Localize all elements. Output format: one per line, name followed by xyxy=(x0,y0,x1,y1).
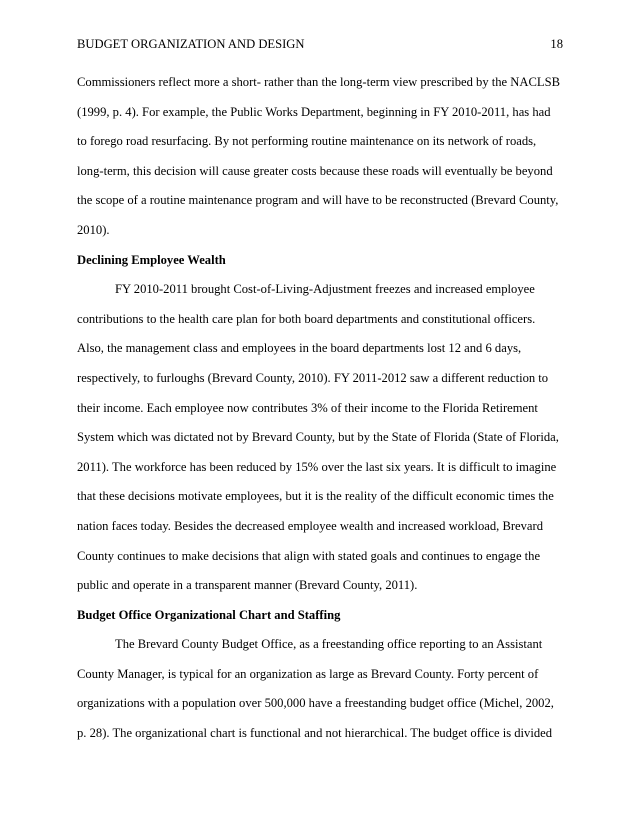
paragraph-employee-wealth: FY 2010-2011 brought Cost-of-Living-Adjustment freezes and increased employee contributions to the health care plan for both board departments and constitutional officers. Also, the management class and employees in the board departments lost 12 and 6 days, respectively, to furloughs (Brevard County, 2010). FY 2011-2012 saw a different reduction to their income. Each employee now contributes 3% of their income to the Florida Retirement System which was dictated not by Brevard County, but by the State of Florida (State of Florida, 2011). The workforce has been reduced by 15% over the last six years. It is difficult to imagine that these decisions motivate employees, but it is the reality of the difficult economic times the nation faces today. Besides the decreased employee wealth and increased workload, Brevard County continues to make decisions that align with stated goals and continues to engage the public and operate in a transparent manner (Brevard County, 2011). xyxy=(77,282,559,593)
heading-budget-office-chart: Budget Office Organizational Chart and Staffing xyxy=(77,607,341,622)
body-text xyxy=(77,68,563,749)
running-head xyxy=(77,36,563,52)
running-title: BUDGET ORGANIZATION AND DESIGN xyxy=(77,37,305,51)
heading-declining-employee-wealth: Declining Employee Wealth xyxy=(77,252,226,267)
paragraph-budget-office: The Brevard County Budget Office, as a freestanding office reporting to an Assistant County Manager, is typical for an organization as large as Brevard County. Forty percent of organizations with a population over 500,000 have a freestanding budget office (Michel, 2002, p. 28). The organizational chart is functional and not hierarchical. The budget office is divided xyxy=(77,637,554,741)
page-number: 18 xyxy=(550,37,563,51)
paragraph-intro: Commissioners reflect more a short- rather than the long-term view prescribed by the NACLSB (1999, p. 4). For example, the Public Works Department, beginning in FY 2010-2011, has had to forego road resurfacing. By not performing routine maintenance on its network of roads, long-term, this decision will cause greater costs because these roads will eventually be beyond the scope of a routine maintenance program and will have to be reconstructed (Brevard County, 2010). xyxy=(77,75,560,237)
